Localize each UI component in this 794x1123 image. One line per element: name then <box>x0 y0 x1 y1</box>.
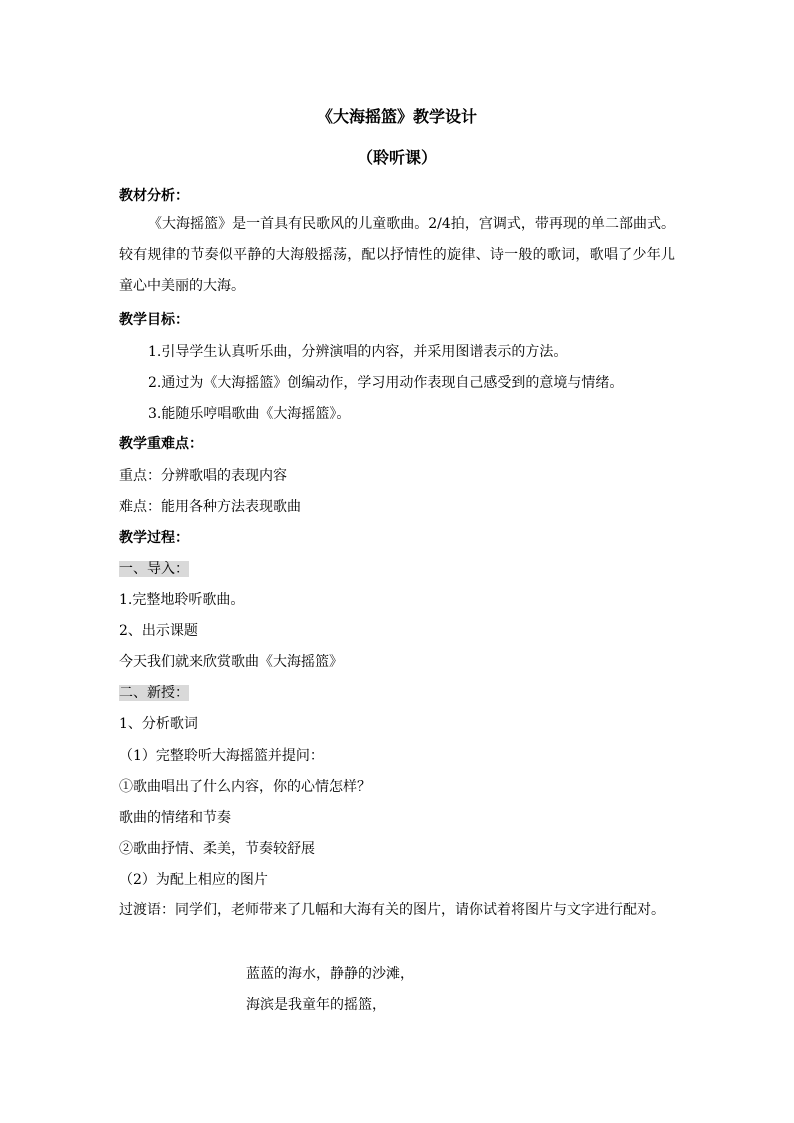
goal-item-1: 1.引导学生认真听乐曲，分辨演唱的内容，并采用图谱表示的方法。 <box>148 344 568 360</box>
goal-item-2: 2.通过为《大海摇篮》创编动作，学习用动作表现自己感受到的意境与情绪。 <box>148 375 624 391</box>
analysis-paragraph: 《大海摇篮》是一首具有民歌风的儿童歌曲。2/4拍，宫调式，带再现的单二部曲式。较有规律的节奏似平静的大海般摇荡，配以抒情性的旋律、诗一般的歌词，歌唱了少年儿童心中美丽的大海。 <box>119 216 675 294</box>
document-subtitle: （聆听课） <box>356 148 437 167</box>
step2-item-5: ②歌曲抒情、柔美，节奏较舒展 <box>119 841 315 857</box>
difficulty-heading: 教学重难点： <box>119 436 203 452</box>
lyric-line-1: 蓝蓝的海水，静静的沙滩， <box>246 966 414 982</box>
step2-heading-text: 二、新授： <box>119 685 189 701</box>
step1-heading-text: 一、导入： <box>119 561 189 577</box>
step2-item-2: （1）完整聆听大海摇篮并提问： <box>119 748 324 764</box>
transition-paragraph: 过渡语：同学们，老师带来了几幅和大海有关的图片，请你试着将图片与文字进行配对。 <box>119 902 665 918</box>
step1-item-3: 今天我们就来欣赏歌曲《大海摇篮》 <box>119 654 343 670</box>
step2-item-6: （2）为配上相应的图片 <box>119 872 268 888</box>
step2-item-1: 1、分析歌词 <box>119 716 198 732</box>
process-heading: 教学过程： <box>119 530 189 546</box>
difficult-point: 难点：能用各种方法表现歌曲 <box>119 499 301 515</box>
goals-heading: 教学目标： <box>119 312 189 328</box>
goal-item-3: 3.能随乐哼唱歌曲《大海摇篮》。 <box>148 406 351 422</box>
step1-item-2: 2、出示课题 <box>119 623 198 639</box>
key-point: 重点：分辨歌唱的表现内容 <box>119 468 287 484</box>
document-title: 《大海摇篮》教学设计 <box>316 107 477 126</box>
step2-item-4: 歌曲的情绪和节奏 <box>119 810 231 826</box>
step2-heading <box>119 683 189 703</box>
step1-item-1: 1.完整地聆听歌曲。 <box>119 592 245 608</box>
lyric-line-2: 海滨是我童年的摇篮， <box>246 997 386 1013</box>
step1-heading <box>119 559 189 579</box>
step2-item-3: ①歌曲唱出了什么内容，你的心情怎样？ <box>119 779 371 795</box>
analysis-heading: 教材分析： <box>119 188 189 204</box>
